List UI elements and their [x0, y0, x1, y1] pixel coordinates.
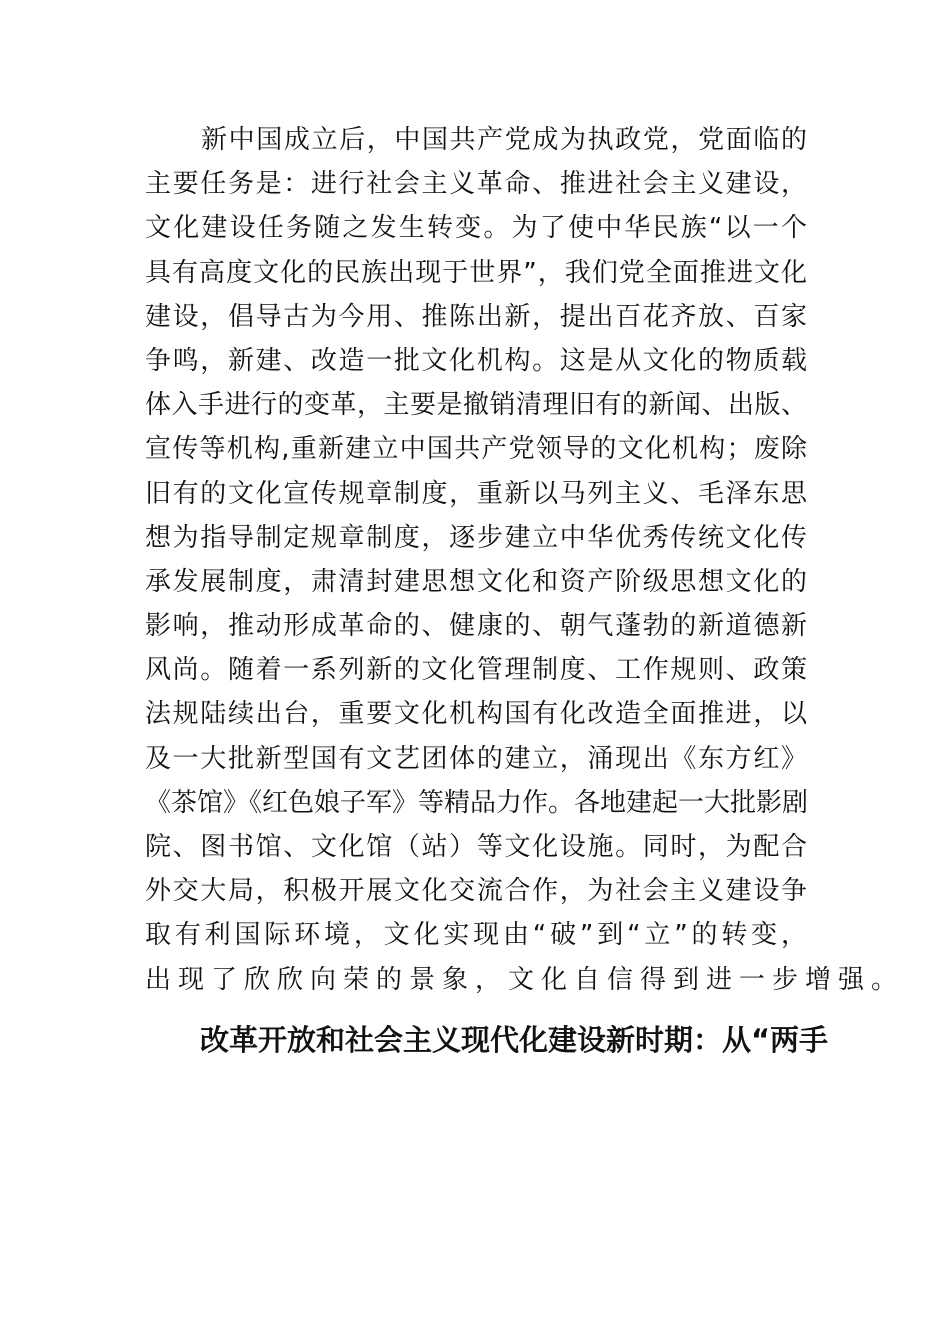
paragraph-line: 影响，推动形成革命的、健康的、朝气蓬勃的新道德新 [145, 611, 807, 642]
paragraph-line: 旧有的文化宣传规章制度，重新以马列主义、毛泽东思 [145, 478, 807, 509]
paragraph-line: 主要任务是：进行社会主义革命、推进社会主义建设， [145, 169, 807, 200]
paragraph-line: 新中国成立后，中国共产党成为执政党，党面临的 [201, 125, 807, 155]
body-paragraph [145, 118, 905, 1002]
paragraph-line: 法规陆续出台，重要文化机构国有化改造全面推进，以 [145, 699, 807, 730]
paragraph-line: 宣传等机构,重新建立中国共产党领导的文化机构；废除 [145, 434, 807, 465]
paragraph-line: 承发展制度，肃清封建思想文化和资产阶级思想文化的 [145, 566, 807, 597]
paragraph-line: 院、图书馆、文化馆（站）等文化设施。同时，为配合 [145, 832, 807, 862]
paragraph-line: 想为指导制定规章制度，逐步建立中华优秀传统文化传 [145, 522, 807, 553]
paragraph-line: 建设，倡导古为今用、推陈出新，提出百花齐放、百家 [145, 301, 807, 332]
paragraph-line: 风尚。随着一系列新的文化管理制度、工作规则、政策 [145, 655, 807, 686]
paragraph-line: 具有高度文化的民族出现于世界”，我们党全面推进文化 [145, 257, 807, 288]
section-heading: 改革开放和社会主义现代化建设新时期：从“两手 [200, 1023, 829, 1057]
paragraph-line: 文化建设任务随之发生转变。为了使中华民族“以一个 [145, 213, 807, 244]
paragraph-line: 取有利国际环境，文化实现由“破”到“立”的转变， [145, 920, 807, 951]
paragraph-line: 外交大局，积极开展文化交流合作，为社会主义建设争 [145, 876, 807, 907]
paragraph-line: 出现了欣欣向荣的景象，文化自信得到进一步增强。 [145, 964, 905, 995]
paragraph-line: 《茶馆》《红色娘子军》等精品力作。各地建起一大批影剧 [145, 787, 809, 818]
paragraph-line: 争鸣，新建、改造一批文化机构。这是从文化的物质载 [145, 345, 807, 376]
paragraph-line: 及一大批新型国有文艺团体的建立，涌现出《东方红》 [145, 743, 807, 774]
paragraph-line: 体入手进行的变革，主要是撤销清理旧有的新闻、出版、 [145, 390, 807, 421]
